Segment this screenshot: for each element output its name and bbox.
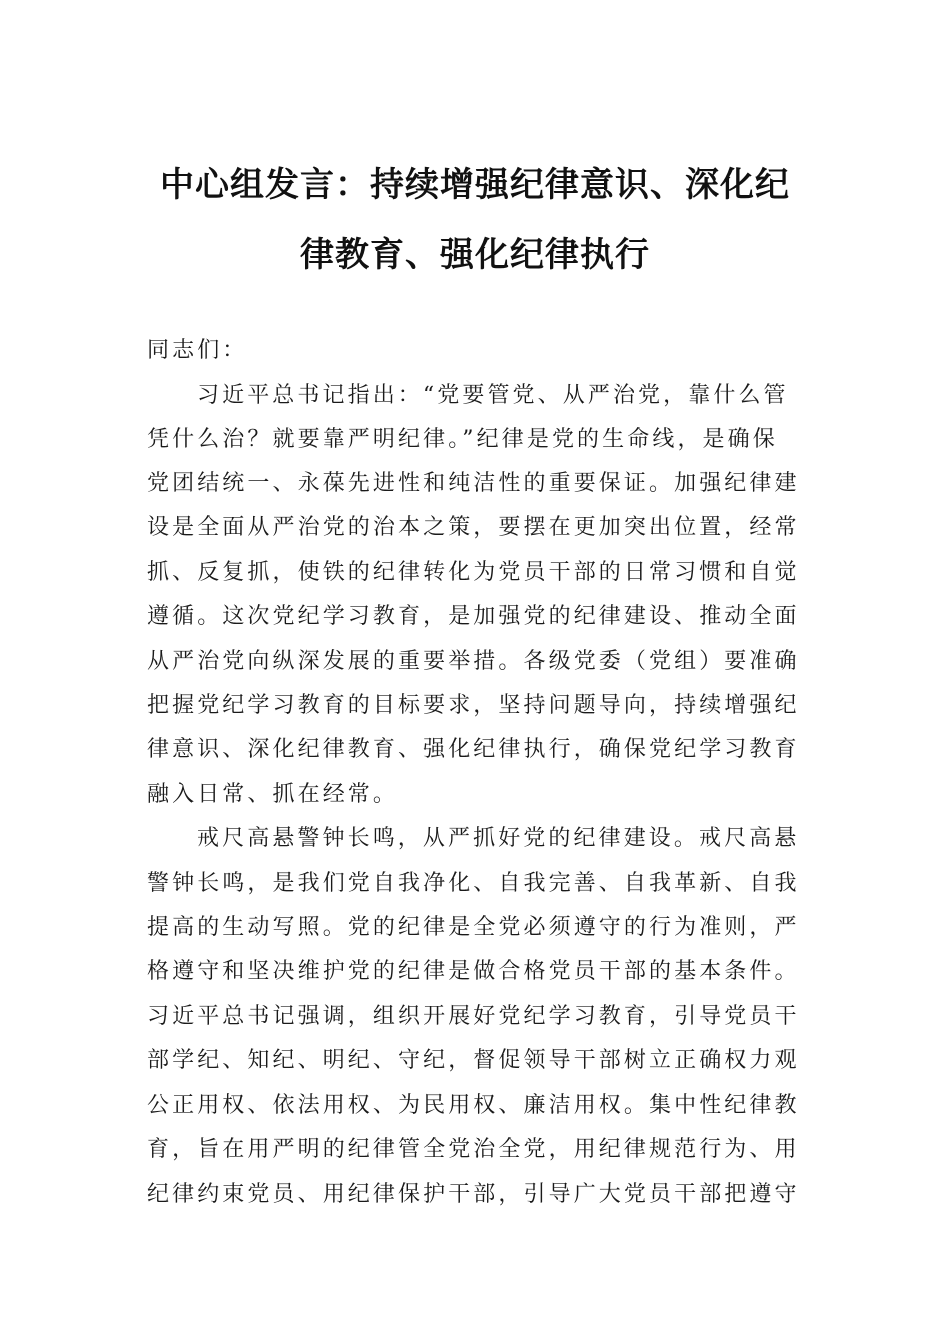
paragraph-1-line-6: 遵循。这次党纪学习教育，是加强党的纪律建设、推动全面: [147, 604, 800, 629]
paragraph-2-line-6: 部学纪、知纪、明纪、守纪，督促领导干部树立正确权力观: [147, 1048, 800, 1073]
paragraph-2-line-2: 警钟长鸣，是我们党自我净化、自我完善、自我革新、自我: [147, 871, 800, 896]
greeting: 同志们：: [147, 338, 248, 363]
paragraph-2-line-8: 育，旨在用严明的纪律管全党治全党，用纪律规范行为、用: [147, 1137, 800, 1162]
paragraph-1-line-8: 把握党纪学习教育的目标要求，坚持问题导向，持续增强纪: [147, 693, 800, 718]
paragraph-1-line-9: 律意识、深化纪律教育、强化纪律执行，确保党纪学习教育: [147, 737, 800, 762]
title-line-2: 律教育、强化纪律执行: [300, 235, 650, 275]
paragraph-2-line-3: 提高的生动写照。党的纪律是全党必须遵守的行为准则，严: [147, 915, 800, 940]
paragraph-2-line-1: 戒尺高悬警钟长鸣，从严抓好党的纪律建设。戒尺高悬: [197, 826, 800, 851]
paragraph-1-line-2: 凭什么治？就要靠严明纪律。”纪律是党的生命线，是确保: [147, 427, 778, 452]
title-line-1: 中心组发言：持续增强纪律意识、深化纪: [160, 165, 790, 205]
paragraph-1-line-1: 习近平总书记指出：“党要管党、从严治党，靠什么管: [197, 383, 789, 408]
paragraph-1-line-3: 党团结统一、永葆先进性和纯洁性的重要保证。加强纪律建: [147, 471, 800, 496]
paragraph-1-line-4: 设是全面从严治党的治本之策，要摆在更加突出位置，经常: [147, 515, 800, 540]
paragraph-1-line-7: 从严治党向纵深发展的重要举措。各级党委（党组）要准确: [147, 649, 800, 674]
paragraph-2-line-9: 纪律约束党员、用纪律保护干部，引导广大党员干部把遵守: [147, 1182, 800, 1207]
paragraph-1-line-5: 抓、反复抓，使铁的纪律转化为党员干部的日常习惯和自觉: [147, 560, 800, 585]
paragraph-1-line-10: 融入日常、抓在经常。: [147, 782, 399, 807]
paragraph-2-line-4: 格遵守和坚决维护党的纪律是做合格党员干部的基本条件。: [147, 959, 800, 984]
paragraph-2-line-7: 公正用权、依法用权、为民用权、廉洁用权。集中性纪律教: [147, 1093, 800, 1118]
paragraph-2-line-5: 习近平总书记强调，组织开展好党纪学习教育，引导党员干: [147, 1004, 800, 1029]
